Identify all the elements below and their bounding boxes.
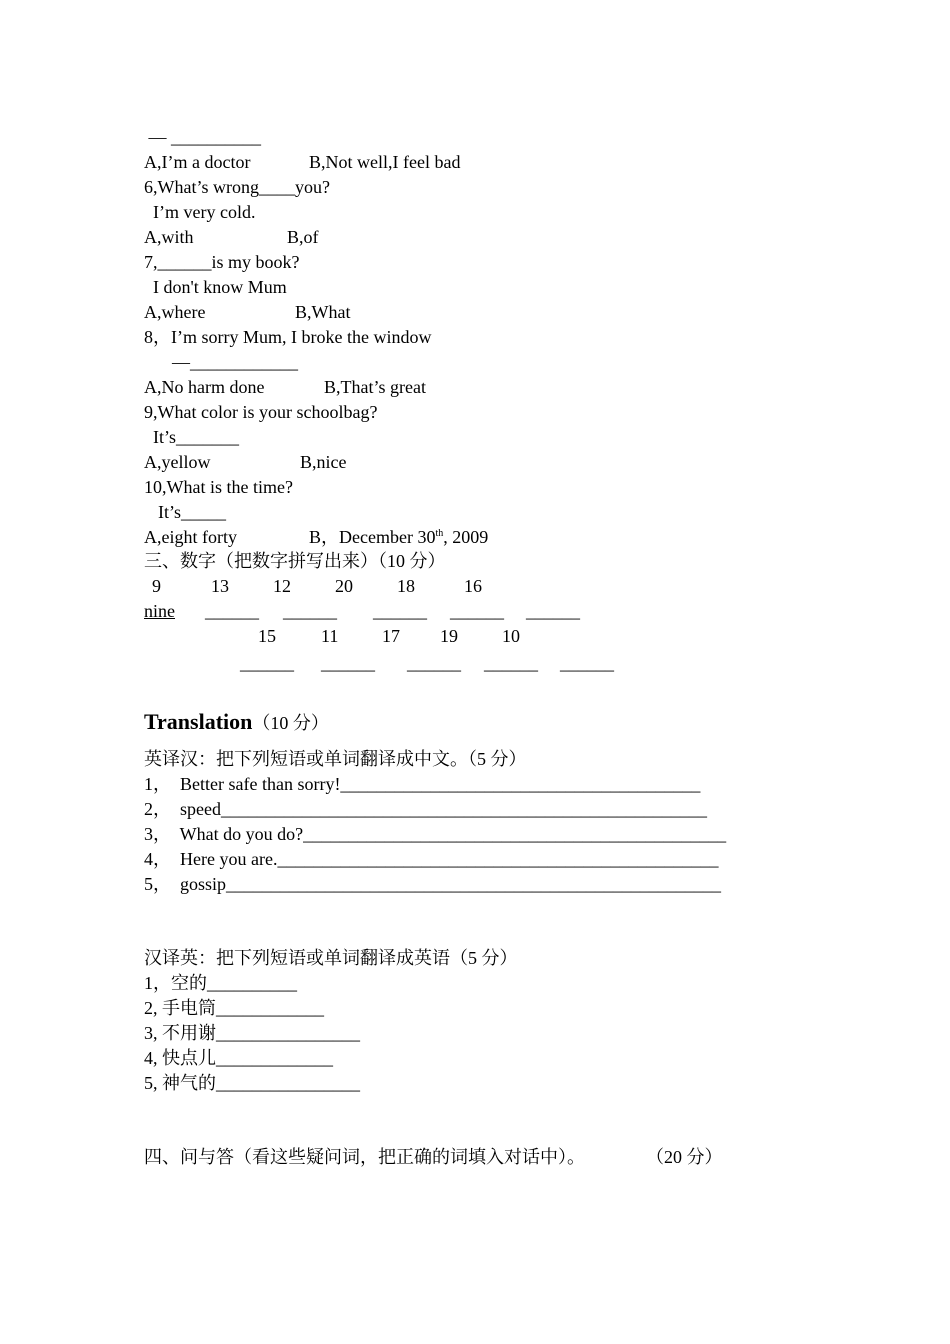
cn-to-en-instruction: 汉译英：把下列短语或单词翻译成英语（5 分） bbox=[144, 948, 518, 968]
q6-option-b: B,of bbox=[287, 227, 319, 247]
answer-blank: ______ bbox=[283, 601, 337, 621]
answer-blank: ______ bbox=[373, 601, 427, 621]
cn-to-en-item: 2, 手电筒____________ bbox=[144, 998, 324, 1018]
answer-blank: ______ bbox=[205, 601, 259, 621]
en-to-cn-item: 3， What do you do?_______________________________________________ bbox=[144, 824, 727, 844]
q9-option-b: B,nice bbox=[300, 452, 347, 472]
number-cell: 12 bbox=[273, 576, 291, 596]
q7-option-b: B,What bbox=[295, 302, 351, 322]
q7-option-a: A,where bbox=[144, 302, 206, 322]
q9-option-a: A,yellow bbox=[144, 452, 211, 472]
q6-question: 6,What’s wrong____you? bbox=[144, 177, 330, 197]
q9-question: 9,What color is your schoolbag? bbox=[144, 402, 378, 422]
cn-to-en-item: 3, 不用谢________________ bbox=[144, 1023, 360, 1043]
q5-option-b: B,Not well,I feel bad bbox=[309, 152, 461, 172]
number-cell: 17 bbox=[382, 626, 400, 646]
q7-question: 7,______is my book? bbox=[144, 252, 300, 272]
q10-option-a: A,eight forty bbox=[144, 527, 237, 547]
answer-blank: ______ bbox=[407, 653, 461, 673]
answer-blank: ______ bbox=[560, 653, 614, 673]
q6-option-a: A,with bbox=[144, 227, 194, 247]
answer-blank: ______ bbox=[526, 601, 580, 621]
q10-option-b bbox=[309, 526, 488, 548]
q10-option-b-suffix: , 2009 bbox=[443, 527, 489, 547]
number-cell: 18 bbox=[397, 576, 415, 596]
q10-option-b-prefix: B，December 30 bbox=[309, 527, 436, 547]
q5-answer-line: — __________ bbox=[144, 127, 261, 147]
q8-option-a: A,No harm done bbox=[144, 377, 265, 397]
q5-option-a: A,I’m a doctor bbox=[144, 152, 251, 172]
en-to-cn-item: 4， Here you are._________________________________________________ bbox=[144, 849, 719, 869]
en-to-cn-instruction: 英译汉：把下列短语或单词翻译成中文。（5 分） bbox=[144, 749, 527, 769]
number-cell: 9 bbox=[152, 576, 161, 596]
q7-reply: I don't know Mum bbox=[153, 277, 287, 297]
q10-question: 10,What is the time? bbox=[144, 477, 293, 497]
q10-reply: It’s_____ bbox=[158, 502, 227, 522]
cn-to-en-item: 5, 神气的________________ bbox=[144, 1073, 360, 1093]
number-cell: 19 bbox=[440, 626, 458, 646]
number-cell: 11 bbox=[321, 626, 339, 646]
number-cell: 10 bbox=[502, 626, 520, 646]
translation-score: （10 分） bbox=[252, 713, 329, 733]
translation-title: Translation bbox=[144, 709, 253, 734]
en-to-cn-item: 1， Better safe than sorry!________________________________________ bbox=[144, 774, 701, 794]
answer-blank: ______ bbox=[321, 653, 375, 673]
number-cell: 16 bbox=[464, 576, 482, 596]
cn-to-en-item: 1，空的__________ bbox=[144, 973, 297, 993]
q8-reply: —____________ bbox=[172, 352, 298, 372]
q6-reply: I’m very cold. bbox=[153, 202, 256, 222]
answer-blank: ______ bbox=[240, 653, 294, 673]
part4-score: （20 分） bbox=[646, 1147, 723, 1167]
number-cell: 13 bbox=[211, 576, 229, 596]
q9-reply: It’s_______ bbox=[153, 427, 240, 447]
part4-title: 四、问与答（看这些疑问词，把正确的词填入对话中）。 bbox=[144, 1147, 585, 1167]
cn-to-en-item: 4, 快点儿_____________ bbox=[144, 1048, 333, 1068]
answer-blank: ______ bbox=[484, 653, 538, 673]
part3-title: 三、数字（把数字拼写出来）（10 分） bbox=[144, 551, 446, 571]
number-cell: 20 bbox=[335, 576, 353, 596]
translation-heading bbox=[144, 709, 329, 736]
example-answer: nine bbox=[144, 601, 175, 621]
en-to-cn-item: 2， speed______________________________________________________ bbox=[144, 799, 707, 819]
answer-blank: ______ bbox=[450, 601, 504, 621]
q8-question: 8，I’m sorry Mum, I broke the window bbox=[144, 327, 432, 347]
number-cell: 15 bbox=[258, 626, 276, 646]
q8-option-b: B,That’s great bbox=[324, 377, 426, 397]
q10-option-b-sup: th bbox=[435, 528, 444, 539]
en-to-cn-item: 5， gossip_______________________________________________________ bbox=[144, 874, 722, 894]
